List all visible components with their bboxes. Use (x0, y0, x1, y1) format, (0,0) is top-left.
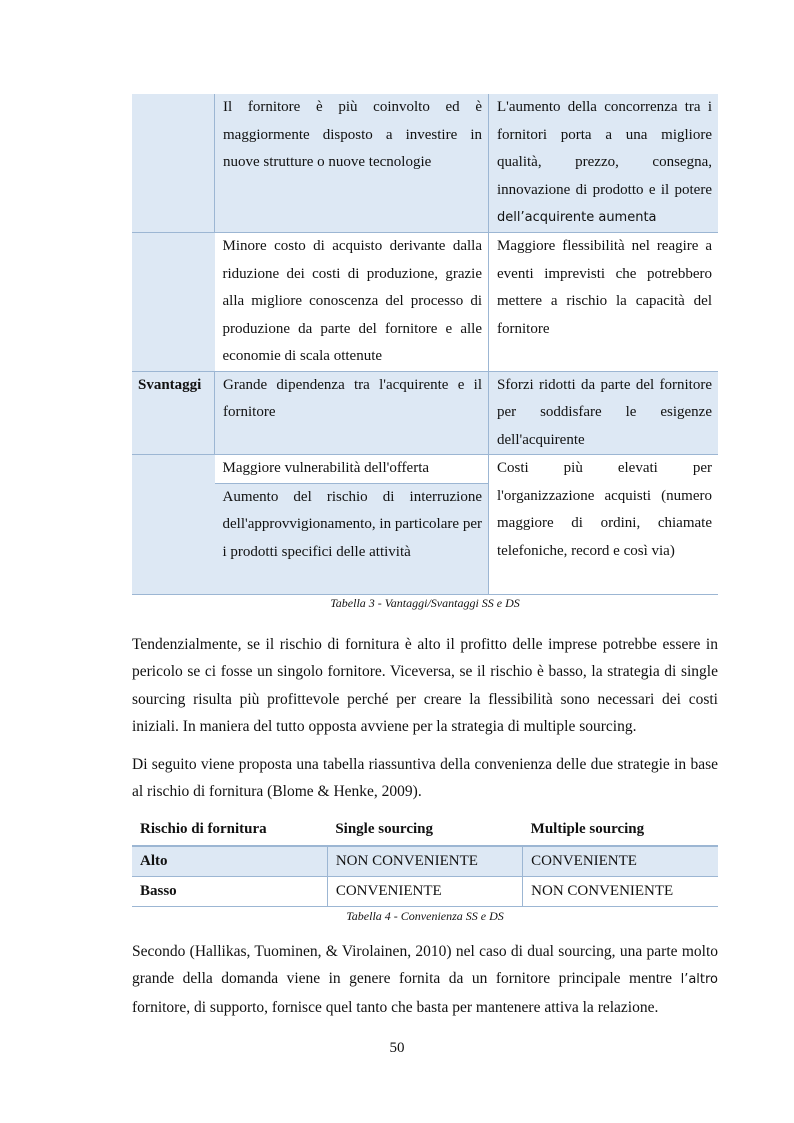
cell-text: Aumento del rischio di interruzione dell'approvvigionamento, in particolare per i prodotti specifici delle attività (215, 484, 489, 594)
table-cell: Il fornitore è più coinvolto ed è maggiormente disposto a investire in nuove strutture o nuove tecnologie (215, 94, 489, 233)
paragraph: Tendenzialmente, se il rischio di fornitura è alto il profitto delle imprese potrebbe essere in pericolo se ci fosse un singolo fornitore. Viceversa, se il rischio è basso, la strategia di single sourcing risulta più profittevole perché per creare la flessibilità sono necessari dei costi iniziali. In maniera del tutto opposta avviene per la strategia di multiple sourcing. (132, 635, 718, 735)
page-content (132, 94, 718, 1021)
table-cell: Alto (132, 846, 327, 877)
table-header-row (132, 816, 718, 846)
table-vantaggi-svantaggi (132, 94, 718, 595)
text-span-mono: l’altro (680, 972, 719, 987)
table-cell: Basso (132, 876, 327, 906)
table-cell: NON CONVENIENTE (327, 846, 522, 877)
table-row (132, 94, 718, 233)
column-header: Single sourcing (327, 816, 522, 846)
table-cell: Grande dipendenza tra l'acquirente e il fornitore (215, 371, 489, 455)
column-header: Multiple sourcing (523, 816, 718, 846)
table-cell: CONVENIENTE (523, 846, 718, 877)
table-row (132, 371, 718, 455)
table-cell-split (215, 455, 489, 595)
row-label (132, 455, 215, 595)
table-cell: NON CONVENIENTE (523, 876, 718, 906)
page-number: 50 (389, 1040, 405, 1056)
table-row (132, 876, 718, 906)
text-span: fornitore, di supporto, fornisce quel tanto che basta per mantenere attiva la relazione. (132, 998, 659, 1016)
table-cell: CONVENIENTE (327, 876, 522, 906)
cell-text-mono: dell’acquirente aumenta (497, 210, 657, 225)
table-cell: Costi più elevati per l'organizzazione acquisti (numero maggiore di ordini, chiamate telefoniche, record e così via) (489, 455, 719, 595)
cell-text: Maggiore vulnerabilità dell'offerta (215, 455, 489, 484)
table-cell (489, 94, 719, 233)
row-label-svantaggi: Svantaggi (132, 371, 215, 455)
table-caption: Tabella 4 - Convenienza SS e DS (346, 908, 504, 923)
text-span: Secondo (Hallikas, Tuominen, & Virolainen, 2010) nel caso di dual sourcing, una parte molto grande della domanda viene in genere fornita da un fornitore principale mentre (132, 942, 718, 987)
cell-text: L'aumento della concorrenza tra i fornitori porta a una migliore qualità, prezzo, consegna, innovazione di prodotto e il potere (497, 99, 712, 198)
table-caption: Tabella 3 - Vantaggi/Svantaggi SS e DS (330, 595, 520, 610)
row-label (132, 233, 215, 372)
table-cell: Maggiore flessibilità nel reagire a eventi imprevisti che potrebbero mettere a rischio la capacità del fornitore (489, 233, 719, 372)
table-cell: Minore costo di acquisto derivante dalla riduzione dei costi di produzione, grazie alla migliore conoscenza del processo di produzione da parte del fornitore e alle economie di scala ottenute (215, 233, 489, 372)
paragraph: Di seguito viene proposta una tabella riassuntiva della convenienza delle due strategie in base al rischio di fornitura (Blome & Henke, 2009). (132, 755, 718, 800)
table-convenienza (132, 816, 718, 907)
table-cell: Sforzi ridotti da parte del fornitore per soddisfare le esigenze dell'acquirente (489, 371, 719, 455)
row-label (132, 94, 215, 233)
column-header: Rischio di fornitura (132, 816, 327, 846)
table-row (132, 455, 718, 595)
paragraph (132, 938, 718, 1022)
table-row (132, 233, 718, 372)
table-row (132, 846, 718, 877)
